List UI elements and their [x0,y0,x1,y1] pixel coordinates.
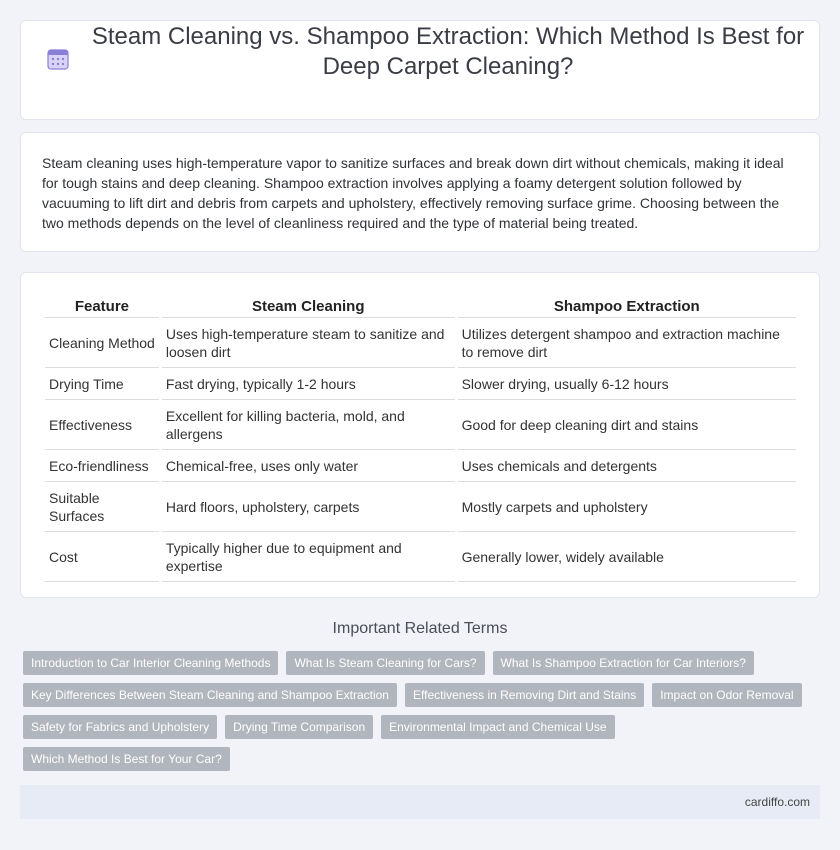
footer-site-link[interactable]: cardiffo.com [744,795,810,809]
related-term-tag[interactable]: Which Method Is Best for Your Car? [23,747,230,771]
table-row [45,318,796,368]
shampoo-cell: Mostly carpets and upholstery [458,482,796,532]
footer [20,785,820,819]
related-term-tag[interactable]: Impact on Odor Removal [652,683,801,707]
comparison-card [20,272,820,598]
feature-cell: Effectiveness [45,400,159,450]
table-row [45,400,796,450]
steam-cell: Fast drying, typically 1-2 hours [162,368,455,400]
intro-paragraph: Steam cleaning uses high-temperature vapor to sanitize surfaces and break down dirt without chemicals, making it ideal for tough stains and deep cleaning. Shampoo extraction involves applying a foamy detergent solution followed by vacuuming to lift dirt and debris from carpets and upholstery, effectively removing surface grime. Choosing between the two methods depends on the level of cleanliness required and the type of material being treated. [42,155,784,231]
shampoo-cell: Utilizes detergent shampoo and extraction machine to remove dirt [458,318,796,368]
comparison-table [42,295,799,582]
steam-cell: Typically higher due to equipment and expertise [162,532,455,582]
steam-cell: Excellent for killing bacteria, mold, and allergens [162,400,455,450]
header-feature: Feature [45,295,159,318]
shampoo-cell: Slower drying, usually 6-12 hours [458,368,796,400]
related-term-tag[interactable]: Introduction to Car Interior Cleaning Methods [23,651,278,675]
related-terms-heading: Important Related Terms [332,620,508,637]
table-row [45,482,796,532]
header-steam-cleaning: Steam Cleaning [162,295,455,318]
feature-cell: Suitable Surfaces [45,482,159,532]
page-title: Steam Cleaning vs. Shampoo Extraction: Which Method Is Best for Deep Carpet Cleaning? [91,23,805,80]
table-row [45,450,796,482]
intro-card [20,132,820,252]
related-terms-list [23,651,823,771]
steam-cell: Uses high-temperature steam to sanitize and loosen dirt [162,318,455,368]
related-term-tag[interactable]: Effectiveness in Removing Dirt and Stains [405,683,644,707]
shampoo-cell: Generally lower, widely available [458,532,796,582]
related-term-tag[interactable]: Safety for Fabrics and Upholstery [23,715,217,739]
calendar-icon [46,47,70,71]
related-term-tag[interactable]: What Is Steam Cleaning for Cars? [286,651,484,675]
feature-cell: Eco-friendliness [45,450,159,482]
related-term-tag[interactable]: What Is Shampoo Extraction for Car Interiors? [493,651,754,675]
feature-cell: Cleaning Method [45,318,159,368]
related-term-tag[interactable]: Environmental Impact and Chemical Use [381,715,614,739]
feature-cell: Drying Time [45,368,159,400]
steam-cell: Hard floors, upholstery, carpets [162,482,455,532]
shampoo-cell: Uses chemicals and detergents [458,450,796,482]
shampoo-cell: Good for deep cleaning dirt and stains [458,400,796,450]
table-row [45,532,796,582]
table-row [45,368,796,400]
related-term-tag[interactable]: Drying Time Comparison [225,715,373,739]
steam-cell: Chemical-free, uses only water [162,450,455,482]
table-header-row [45,295,796,318]
feature-cell: Cost [45,532,159,582]
header-shampoo-extraction: Shampoo Extraction [458,295,796,318]
related-term-tag[interactable]: Key Differences Between Steam Cleaning and Shampoo Extraction [23,683,397,707]
